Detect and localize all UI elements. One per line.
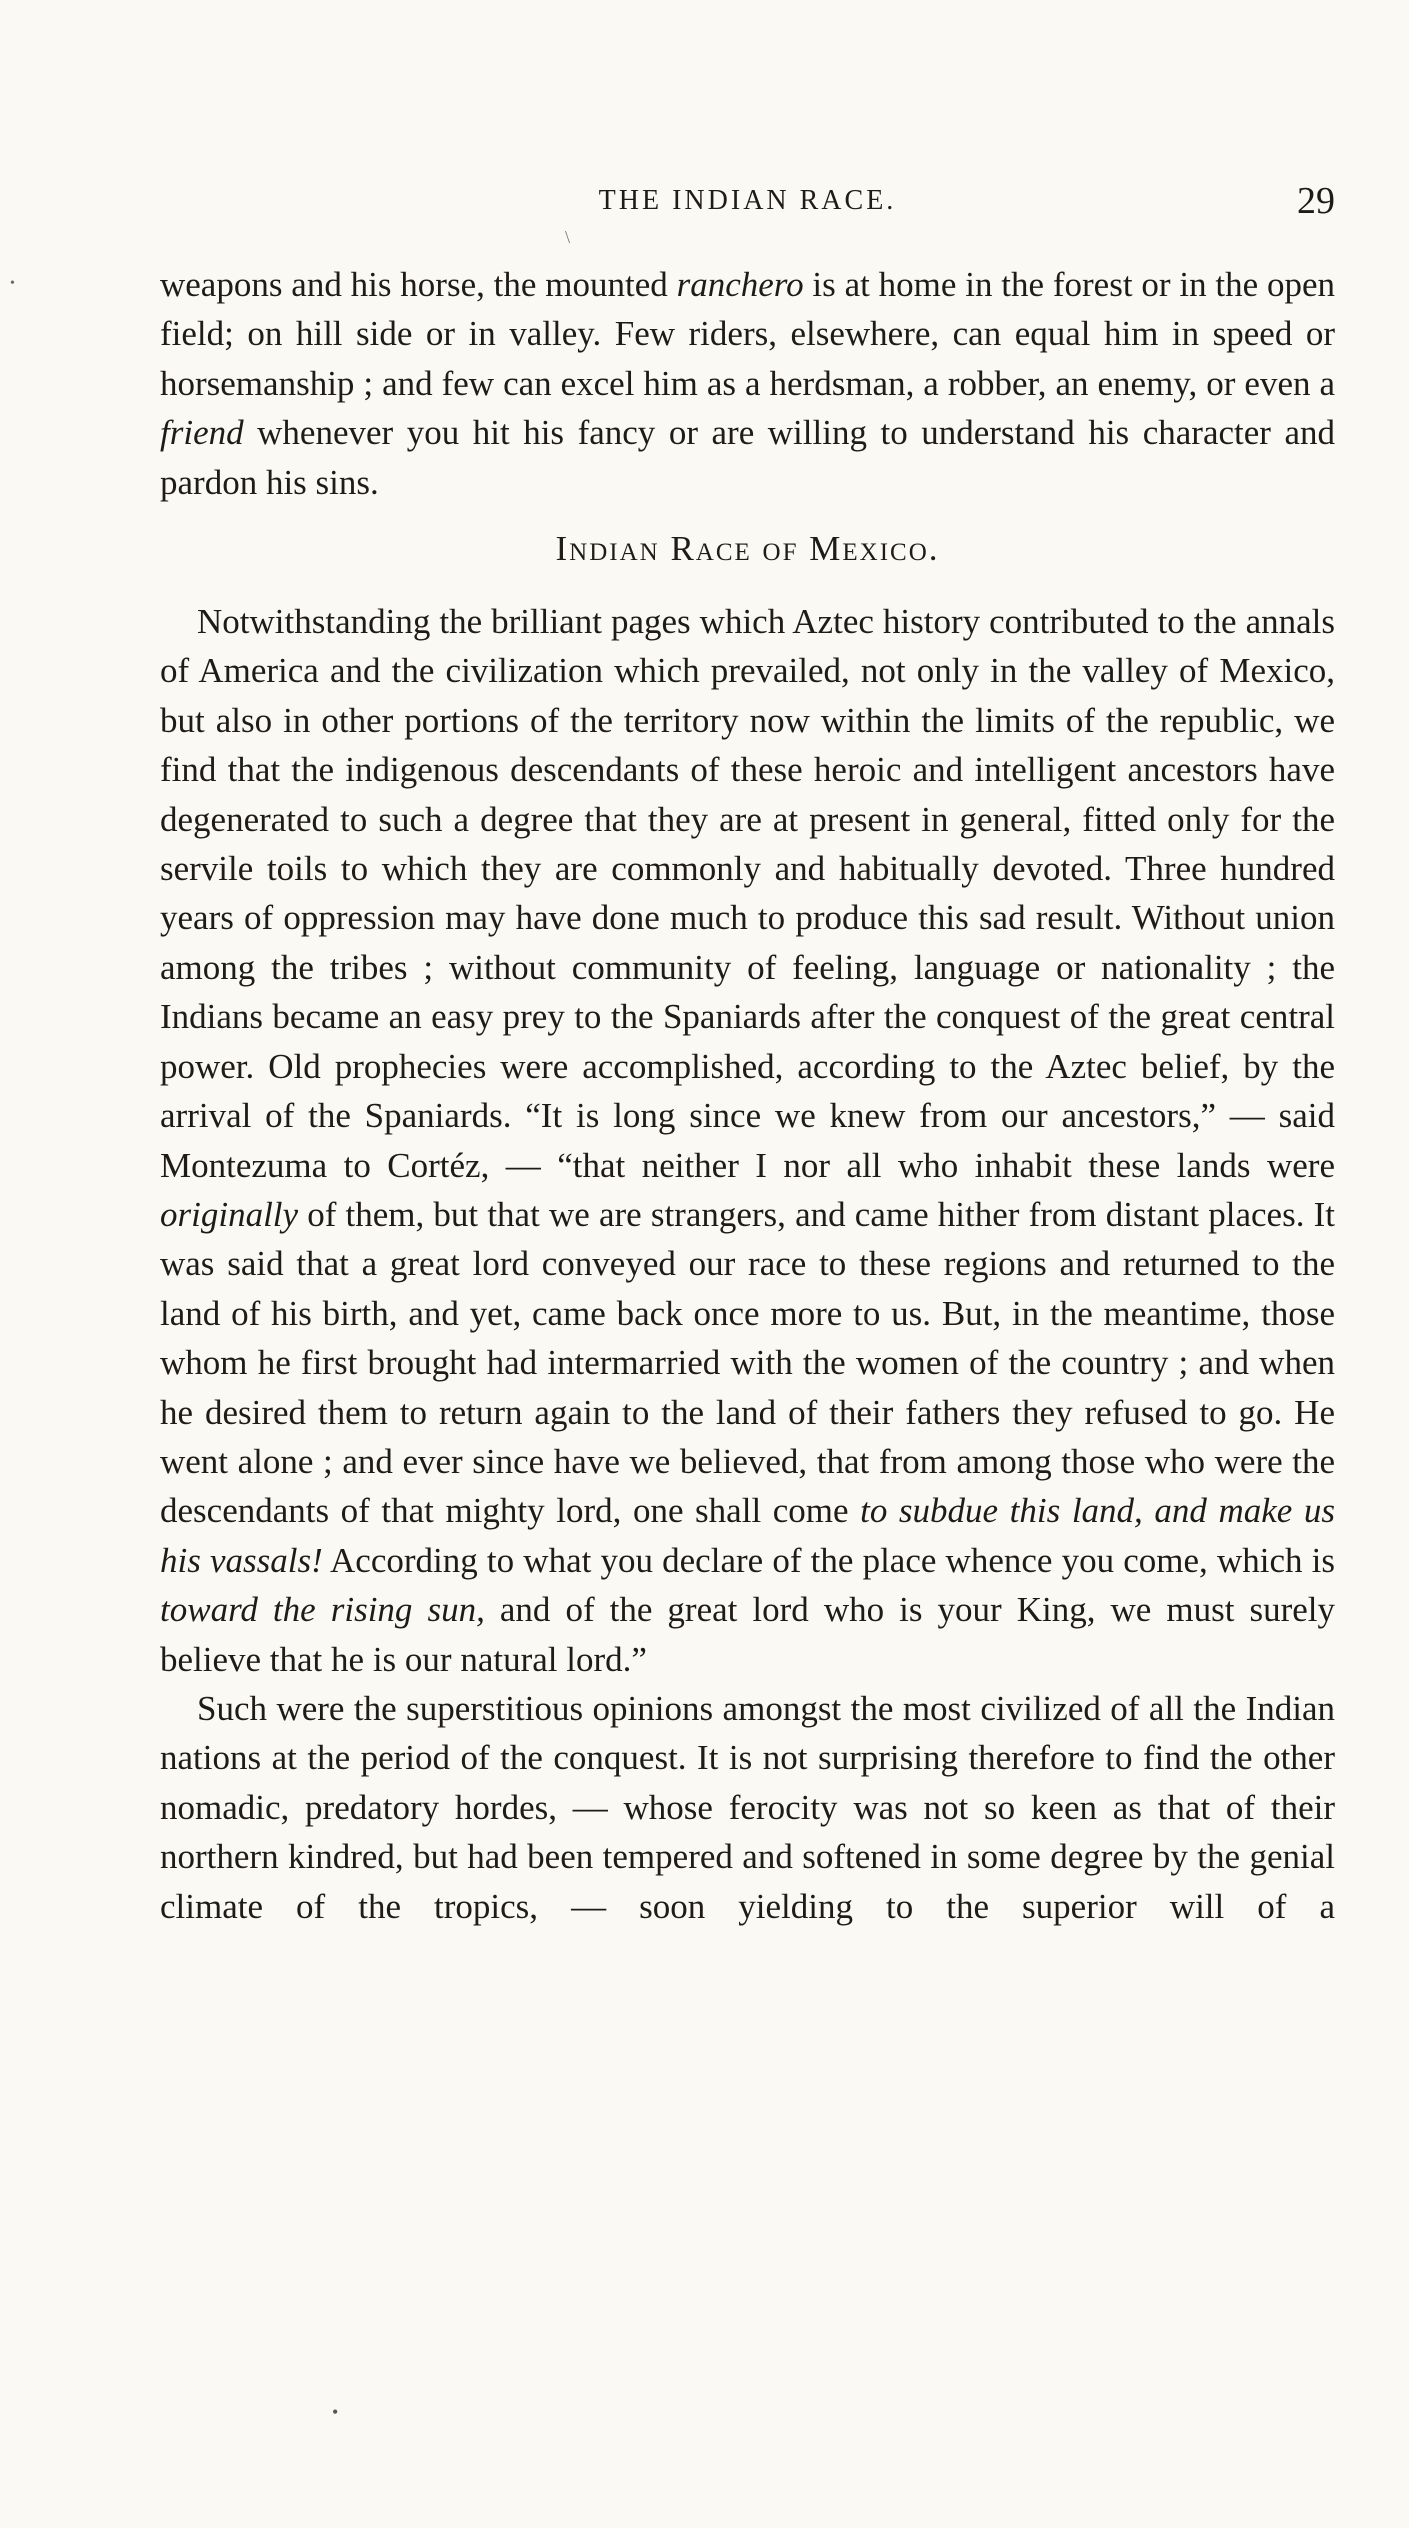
p2-italic-rising-sun: toward the rising sun, bbox=[160, 1590, 485, 1630]
tick-mark: \ bbox=[565, 227, 571, 247]
p2-text-2: of them, but that we are strangers, and came hither from distant places. It was said that a great lord conveyed our race to these regions and returned to the land of his birth, and yet, came back once more to us. But, in the meantime, those whom he first brought had intermarried with the women of the country ; and when he desired them to return again to the land of their fathers they refused to go. He went alone ; and ever since have we believed, that from among those who were the descendants of that mighty lord, one shall come bbox=[160, 1194, 1335, 1531]
intro-italic-ranchero: ranchero bbox=[676, 265, 804, 304]
page-number: 29 bbox=[1297, 180, 1335, 222]
section-heading: Indian Race of Mexico. bbox=[555, 529, 940, 569]
p2-text-3: According to what you declare of the place whence you come, which is bbox=[322, 1540, 1336, 1580]
footer-mark: • bbox=[332, 2402, 339, 2422]
superstition-paragraph: Such were the superstitious opinions amongst the most civilized of all the Indian nations at the period of the conquest. It is not surprising therefore to find the other nomadic, predatory hordes, — whose ferocity was not so keen as that of their northern kindred, but had been tempered and softened in some degree by the genial climate of the tropics, — soon yielding to the superior will of a bbox=[160, 1688, 1335, 1926]
intro-text-3: whenever you hit his fancy or are willing to understand his character and pardon his sins. bbox=[160, 413, 1335, 502]
p2-italic-originally: originally bbox=[160, 1194, 299, 1234]
running-title: THE INDIAN RACE. bbox=[598, 185, 897, 216]
intro-text-2: is at home in the forest or in the open field; on hill side or in valley. Few riders, elsewhere, can equal him in speed or horsemanship ; and few can excel him as a herdsman, a robber, an enemy, or even a bbox=[160, 265, 1335, 403]
p2-italic-subdue: to subdue this land, and make us his vassals! bbox=[160, 1491, 1335, 1580]
intro-paragraph bbox=[160, 260, 1335, 507]
montezuma-paragraph bbox=[160, 597, 1335, 1684]
p2-text-1: Notwithstanding the brilliant pages which Aztec history contributed to the annals of America and the civilization which prevailed, not only in the valley of Mexico, but also in other portions of the territory now within the limits of the republic, we find that the indigenous descendants of these heroic and intelligent ancestors have degenerated to such a degree that they are at present in general, fitted only for the servile toils to which they are commonly and habitually devoted. Three hundred years of oppression may have done much to produce this sad result. Without union among the tribes ; without community of feeling, language or nationality ; the Indians became an easy prey to the Spaniards after the conquest of the great central power. Old prophecies were accomplished, according to the Aztec belief, by the arrival of the Spaniards. “It is long since we knew from our ancestors,” — said Montezuma to Cortéz, — “that neither I nor all who inhabit these lands were bbox=[160, 602, 1335, 1185]
p2-text-4: and of the great lord who is your King, we must surely believe that he is our natural lord.” bbox=[160, 1590, 1335, 1679]
intro-italic-friend: friend bbox=[160, 413, 244, 453]
page-content bbox=[160, 180, 1336, 1931]
intro-text-1: weapons and his horse, the mounted bbox=[160, 265, 677, 304]
margin-speck: • bbox=[10, 276, 15, 291]
running-head bbox=[160, 180, 1335, 247]
